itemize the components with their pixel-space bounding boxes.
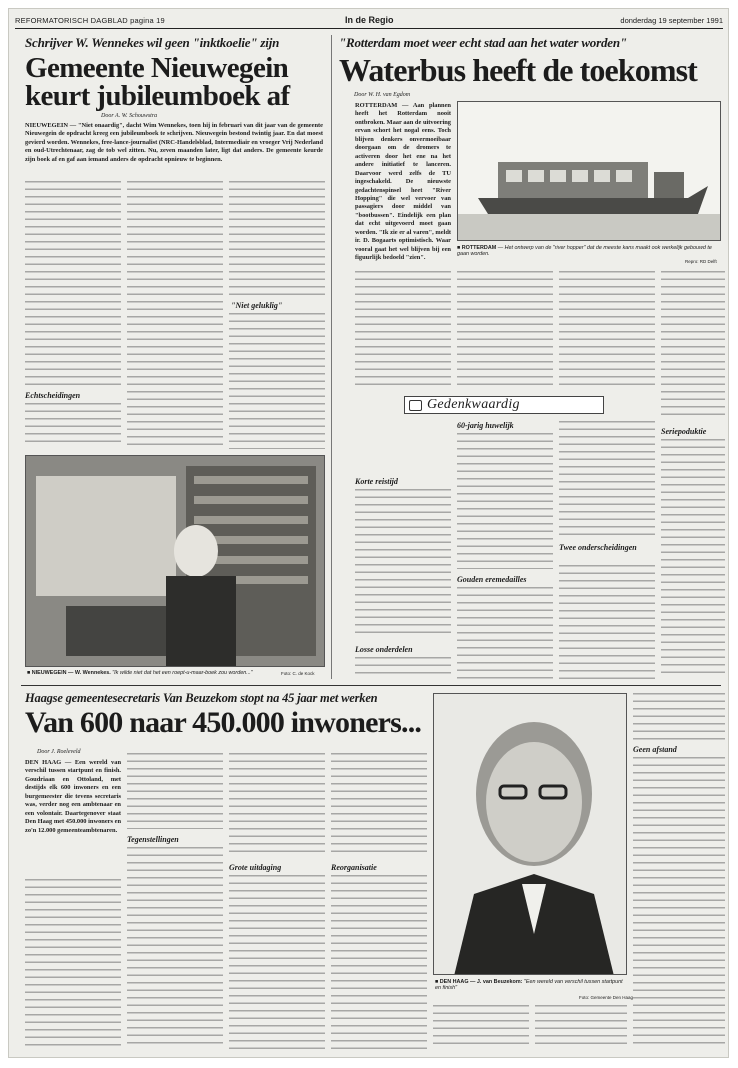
story1-kicker: Schrijver W. Wennekes wil geen "inktkoelie" zijn bbox=[25, 35, 280, 50]
waterbus-drawing bbox=[458, 102, 721, 241]
story3-column-5 bbox=[433, 1005, 529, 1049]
story2-subhead-korte-reistijd: Korte reistijd bbox=[355, 477, 398, 486]
masthead-paper-page: REFORMATORISCH DAGBLAD pagina 19 bbox=[15, 16, 165, 25]
story1-column-1b bbox=[25, 403, 121, 447]
story2-caption-label: ROTTERDAM bbox=[461, 245, 497, 251]
story1-column-2 bbox=[127, 181, 223, 449]
story2-column-1 bbox=[355, 271, 451, 387]
story3-caption-text: "Een wereld van verschil tussen startpunt en finish" bbox=[435, 979, 623, 991]
gedenkwaardig-item2-title: Gouden eremedailles bbox=[457, 575, 527, 584]
masthead-section: In de Regio bbox=[345, 15, 394, 25]
story3-column-4b bbox=[331, 875, 427, 1049]
story3-column-2 bbox=[127, 753, 223, 829]
story1-lead: NIEUWEGEIN — "Niet onaardig", dacht Wim Wennekes, toen hij in februari van dit jaar van de gemeente Nieuwegein de opdracht kreeg een jubileumboek te schrijven. Nieuwegein bestond twintig jaar. En dat moest gevierd worden. Wennekes, free-lance-journalist (NRC-Handelsblad, Intermediair en vroeger Vrij Nederland en oud-Utrechtenaar, zag de tob wel zitten. Nu, zeven maanden later, ligt dat anders. De gemeente keurde zijn boek af en gaf aan iemand anders de opdracht opnieuw te beginnen. bbox=[25, 122, 323, 163]
gedenkwaardig-column-2b bbox=[559, 565, 655, 679]
story1-column-3b bbox=[229, 313, 325, 449]
story2-headline: Waterbus heeft de toekomst bbox=[339, 52, 697, 88]
story1-caption: ■ NIEUWEGEIN — W. Wennekes. "Ik wilde niet dat het een roept-u-maar-boek zou worden..." bbox=[27, 670, 253, 676]
story3-column-7b bbox=[633, 757, 725, 1049]
story3-column-7 bbox=[633, 693, 725, 741]
gedenkwaardig-column-1b bbox=[457, 587, 553, 679]
story2-column-4b bbox=[661, 439, 725, 679]
story1-byline: Door A. W. Schouwstra bbox=[101, 113, 158, 119]
story2-column-2 bbox=[457, 271, 553, 387]
story3-subhead-geen-afstand: Geen afstand bbox=[633, 745, 677, 754]
story2-column-1c bbox=[355, 657, 451, 679]
story3-headline: Van 600 naar 450.000 inwoners... bbox=[25, 706, 422, 739]
story2-subhead-seriepoduktie: Seriepoduktie bbox=[661, 427, 707, 436]
story1-photo-scene bbox=[26, 456, 325, 667]
story3-byline: Door J. Roeleveld bbox=[37, 749, 81, 755]
story3-column-6 bbox=[535, 1005, 627, 1049]
story1-caption-label: NIEUWEGEIN — W. Wennekes. bbox=[31, 670, 111, 676]
story3-caption-label: DEN HAAG — J. van Beuzekom: bbox=[439, 979, 523, 985]
story3-caption: ■ DEN HAAG — J. van Beuzekom: "Een wereld van verschil tussen startpunt en finish" bbox=[435, 979, 623, 991]
story2-column-4 bbox=[661, 271, 725, 421]
story1-column-1 bbox=[25, 181, 121, 391]
story3-column-3b bbox=[229, 875, 325, 1049]
story2-photo bbox=[457, 101, 721, 241]
story1-subhead-echtscheidingen: Echtscheidingen bbox=[25, 391, 81, 400]
portrait-van-beuzekom bbox=[434, 694, 627, 975]
story2-caption-text: — Het ontwerp van de "river hopper" dat de meeste kans maakt ook werkelijk gebouwd te gaan worden. bbox=[457, 245, 712, 257]
story3-column-3 bbox=[229, 753, 325, 857]
column-divider bbox=[331, 35, 332, 679]
story1-subhead-niet-geluklig: "Niet geluklig" bbox=[231, 301, 283, 310]
story2-subhead-losse-onderdelen: Losse onderdelen bbox=[355, 645, 413, 654]
story2-lead: ROTTERDAM — Aan plannen heeft het Rotterdam nooit ontbroken. Maar aan de uitvoering ervan schort het nogal eens. Toch blijven denkers onvermoeibaar doorgaan om de dromers te activeren door het ene na het andere initiatief te lanceren. Daarvoor werd zelfs de TU ingeschakeld. De nieuwste gedachtenspinsel heet "River Hopping" die wel vervoer van passagiers door middel van "bootbussen". Eindelijk een plan dat echt uitgevoerd moet gaan worden. "Ik zie er al varen", meldt ir. D. Bogaarts optimistisch. Waar vooral gaat het wel blijven bij een figuurlijk bedoeld "zien". bbox=[355, 102, 451, 262]
story3-photo bbox=[433, 693, 627, 975]
story3-lead: DEN HAAG — Een wereld van verschil tussen startpunt en finish. Goudriaan en Ottoland, met destijds elk 600 inwoners en een burgemeester die tevens secretaris was, verder nog een ambtenaar en een volontair. Daartegenover staat Den Haag met 450.000 inwoners en zo'n 12.000 gemeenteambtenaren. bbox=[25, 759, 121, 834]
story2-column-3 bbox=[559, 271, 655, 387]
story2-caption: ■ ROTTERDAM — Het ontwerp van de "river hopper" dat de meeste kans maakt ook werkelijk gebouwd te gaan worden. bbox=[457, 245, 712, 257]
story1-headline: Gemeente Nieuwegein keurt jubileumboek af bbox=[25, 52, 290, 113]
story1-photo bbox=[25, 455, 325, 667]
story3-credit: Foto: Gemeente Den Haag bbox=[579, 995, 634, 1000]
gedenkwaardig-banner bbox=[404, 396, 604, 414]
story3-column-2b bbox=[127, 847, 223, 1049]
newspaper-page bbox=[8, 8, 729, 1058]
story3-kicker: Haagse gemeentesecretaris Van Beuzekom stopt na 45 jaar met werken bbox=[25, 691, 378, 705]
gedenkwaardig-item1-title: 60-jarig huwelijk bbox=[457, 421, 514, 430]
story2-kicker: "Rotterdam moet weer echt stad aan het water worden" bbox=[339, 35, 627, 50]
gedenkwaardig-column-1 bbox=[457, 433, 553, 569]
story2-column-1b bbox=[355, 489, 451, 639]
story1-caption-text: "Ik wilde niet dat het een roept-u-maar-boek zou worden..." bbox=[112, 670, 253, 676]
story3-subhead-tegenstellingen: Tegenstellingen bbox=[127, 835, 179, 844]
story3-column-1 bbox=[25, 879, 121, 1049]
masthead bbox=[15, 13, 723, 29]
gedenkwaardig-item3-title: Twee onderscheidingen bbox=[559, 543, 637, 552]
gedenkwaardig-icon bbox=[409, 400, 422, 411]
gedenkwaardig-title: Gedenkwaardig bbox=[427, 397, 520, 412]
story3-column-4 bbox=[331, 753, 427, 857]
story2-credit: Repro: RD Delft bbox=[685, 259, 717, 264]
story1-column-3 bbox=[229, 181, 325, 299]
masthead-date: donderdag 19 september 1991 bbox=[620, 16, 723, 25]
story3-subhead-grote-uitdaging: Grote uitdaging bbox=[229, 863, 282, 872]
story2-byline: Door W. H. van Egdom bbox=[354, 92, 411, 98]
section-rule bbox=[21, 685, 721, 686]
gedenkwaardig-column-2 bbox=[559, 421, 655, 537]
story3-subhead-reorganisatie: Reorganisatie bbox=[331, 863, 377, 872]
story1-credit: Foto: C. de Kock bbox=[281, 671, 315, 676]
